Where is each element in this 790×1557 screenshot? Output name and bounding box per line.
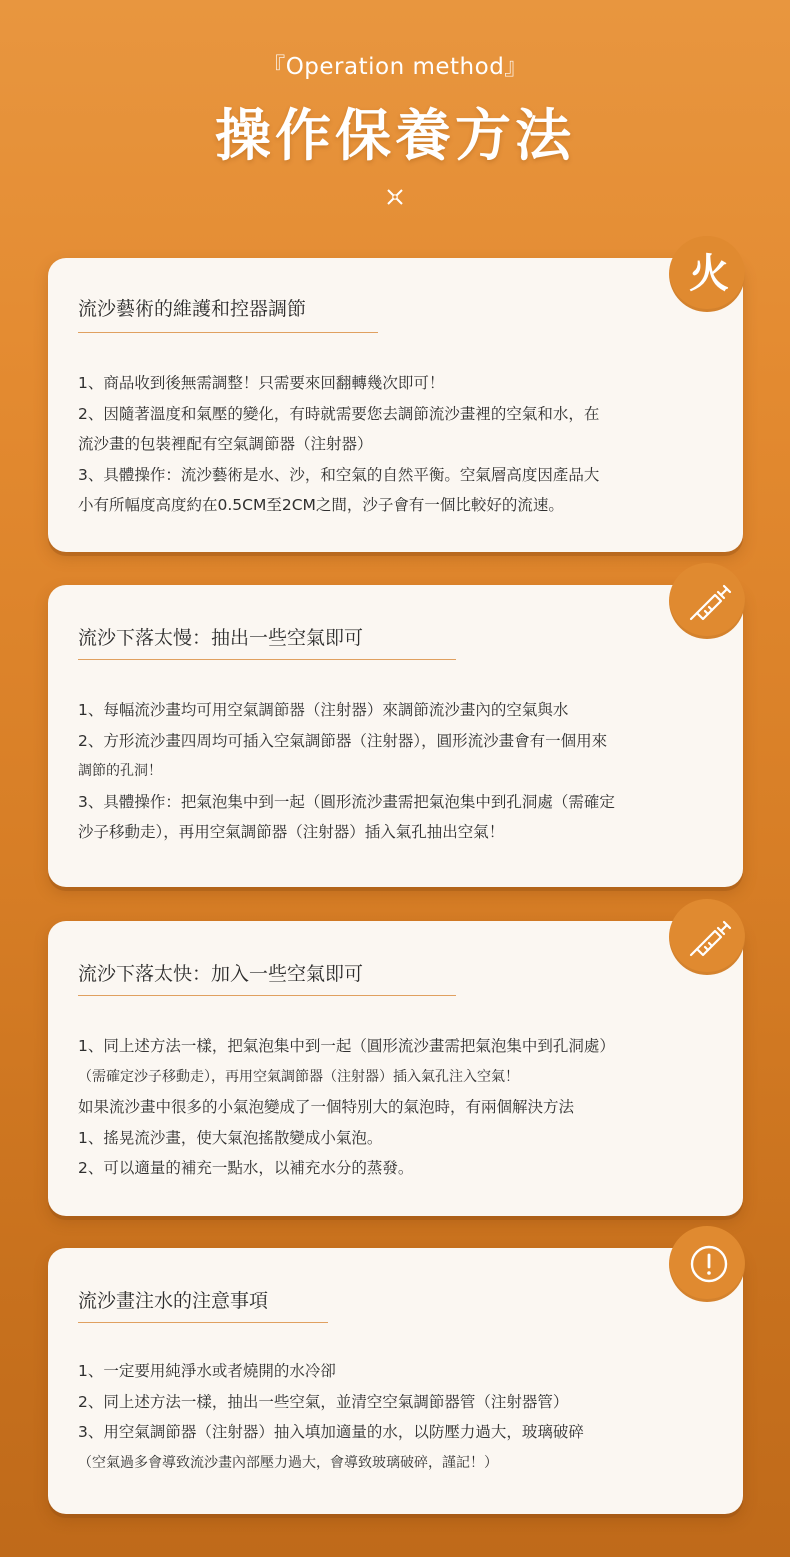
syringe-icon [681,909,737,965]
page-title: 操作保養方法 [215,104,575,169]
text-line: 2、方形流沙畫四周均可插入空氣調節器（注射器），圓形流沙畫會有一個用來 [78,731,608,750]
text-line: 流沙畫的包裝裡配有空氣調節器（注射器） [78,435,373,453]
syringe-icon [681,573,737,629]
cross-divider-icon [384,186,406,208]
page-subtitle: 『Operation method』 [262,54,528,80]
text-line: 如果流沙畫中很多的小氣泡變成了一個特別大的氣泡時，有兩個解決方法 [78,1098,575,1116]
title-underline [78,995,456,996]
text-line: 沙子移動走），再用空氣調節器（注射器）插入氣孔抽出空氣！ [78,823,505,841]
card-title: 流沙畫注水的注意事項 [78,1290,269,1312]
card-text-block [78,368,719,521]
text-line: 3、用空氣調節器（注射器）抽入填加適量的水，以防壓力過大，玻璃破碎 [78,1423,584,1441]
title-underline [78,1322,328,1323]
card-maintenance [48,251,743,552]
text-line: 2、可以適量的補充一點水，以補充水分的蒸發。 [78,1159,414,1177]
text-line: 2、同上述方法一樣，抽出一些空氣，並清空空氣調節器管（注射器管） [78,1392,569,1411]
text-line: （需確定沙子移動走），再用空氣調節器（注射器）插入氣孔注入空氣！ [78,1068,519,1085]
fire-character-icon: 火 [689,251,729,297]
card-text-block [78,1356,719,1478]
text-line: 1、每幅流沙畫均可用空氣調節器（注射器）來調節流沙畫內的空氣與水 [78,701,569,719]
card-text-block [78,695,719,848]
title-underline [78,659,456,660]
card-text-block [78,1031,719,1184]
text-line: 1、一定要用純淨水或者燒開的水冷卻 [78,1362,336,1380]
text-line: （空氣過多會導致流沙畫內部壓力過大，會導致玻璃破碎，謹記！） [78,1454,498,1471]
exclamation-circle-icon [681,1236,737,1292]
text-line: 1、同上述方法一樣，把氣泡集中到一起（圓形流沙畫需把氣泡集中到孔洞處） [78,1037,615,1055]
card-title: 流沙藝術的維護和控器調節 [78,298,307,320]
text-line: 3、具體操作：流沙藝術是水、沙，和空氣的自然平衡。空氣層高度因產品大 [78,465,600,484]
text-line: 1、商品收到後無需調整！只需要來回翻轉幾次即可！ [78,374,445,392]
card-title: 流沙下落太慢：抽出一些空氣即可 [78,627,364,649]
page-header [0,0,790,240]
card-water-notes [48,1248,743,1514]
card-falling-slow [48,585,743,887]
card-title: 流沙下落太快：加入一些空氣即可 [78,963,364,985]
text-line: 調節的孔洞！ [78,763,162,779]
card-falling-fast [48,921,743,1216]
text-line: 小有所幅度高度約在0.5CM至2CM之間，沙子會有一個比較好的流速。 [78,496,564,514]
text-line: 1、搖晃流沙畫，使大氣泡搖散變成小氣泡。 [78,1128,383,1147]
text-line: 3、具體操作：把氣泡集中到一起（圓形流沙畫需把氣泡集中到孔洞處（需確定 [78,792,615,811]
text-line: 2、因隨著溫度和氣壓的變化，有時就需要您去調節流沙畫裡的空氣和水，在 [78,404,600,423]
title-underline [78,332,378,333]
